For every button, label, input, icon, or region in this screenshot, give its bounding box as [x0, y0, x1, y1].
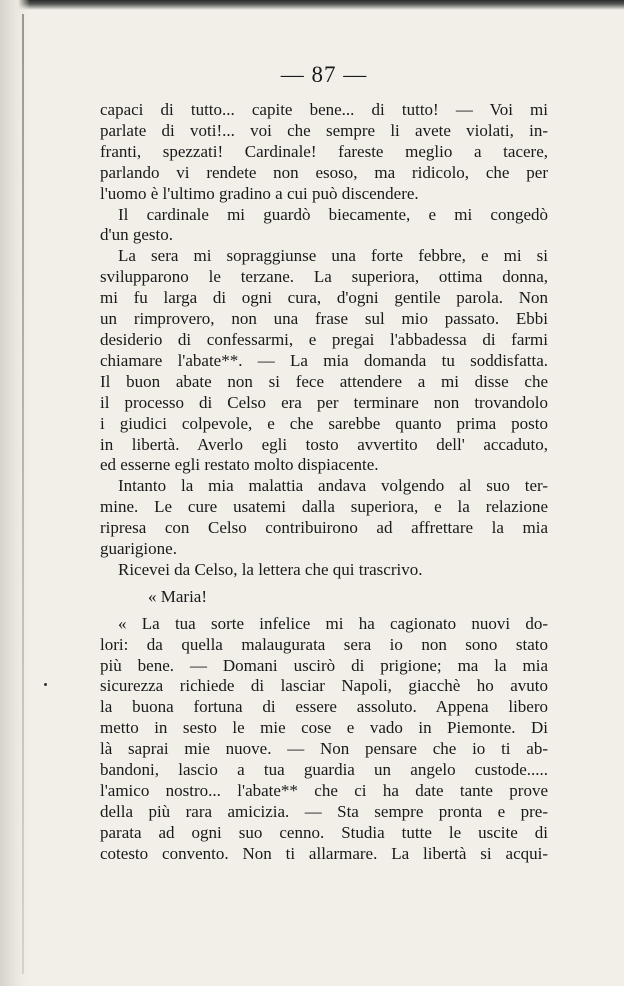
book-gutter: [0, 0, 30, 986]
text-line: franti, spezzati! Cardinale! fareste meglio a tacere,: [100, 141, 548, 161]
scan-top-edge: [0, 0, 624, 10]
text-line: la buona fortuna di essere assoluto. Appena libero: [100, 697, 548, 717]
text-line: ripresa con Celso contribuirono ad affrettare la mia: [100, 518, 548, 538]
text-line: svilupparono le terzane. La superiora, ottima donna,: [100, 267, 548, 287]
text-line: bandoni, lascio a tua guardia un angelo custode.....: [100, 760, 548, 780]
text-line: in libertà. Averlo egli tosto avvertito dell' accaduto,: [100, 434, 548, 454]
text-line: « La tua sorte infelice mi ha cagionato nuovi do-: [118, 613, 548, 633]
page-number: — 87 —: [280, 62, 368, 87]
ink-speck: [44, 683, 47, 686]
text-line: mi fu larga di ogni cura, d'ogni gentile parola. Non: [100, 288, 548, 308]
text-line: il processo di Celso era per terminare non trovandolo: [100, 392, 548, 412]
text-line: Intanto la mia malattia andava volgendo al suo ter-: [118, 476, 548, 496]
text-line: là saprai mie nuove. — Non pensare che io ti ab-: [100, 739, 548, 759]
text-line: Il buon abate non si fece attendere a mi disse che: [100, 371, 548, 391]
text-line: parlate di voti!... voi che sempre li avete violati, in-: [100, 120, 548, 140]
text-line: sicurezza richiede di lasciar Napoli, giacchè ho avuto: [100, 676, 548, 696]
text-line: desiderio di confessarmi, e pregai l'abbadessa di farmi: [100, 329, 548, 349]
gutter-fold-line: [22, 14, 24, 974]
text-line: lori: da quella malaugurata sera io non sono stato: [100, 634, 548, 654]
text-line: guarigione.: [100, 539, 177, 559]
text-line: chiamare l'abate**. — La mia domanda tu soddisfatta.: [100, 350, 548, 370]
text-line: ed esserne egli restato molto dispiacente.: [100, 455, 379, 475]
text-line: più bene. — Domani uscirò di prigione; ma la mia: [100, 655, 548, 675]
text-line: parlando vi rendete non esoso, ma ridicolo, che per: [100, 162, 548, 182]
text-line: mine. Le cure usatemi dalla superiora, e la relazione: [100, 497, 548, 517]
text-line: d'un gesto.: [100, 225, 173, 245]
text-line: metto in sesto le mie cose e vado in Piemonte. Di: [100, 718, 548, 738]
text-line: Ricevei da Celso, la lettera che qui trascrivo.: [118, 559, 423, 579]
text-line: parata ad ogni suo cenno. Studia tutte le uscite di: [100, 822, 548, 842]
text-line: capaci di tutto... capite bene... di tutto! — Voi mi: [100, 100, 548, 119]
body-text: [100, 100, 548, 865]
text-line: La sera mi sopraggiunse una forte febbre, e mi si: [118, 246, 548, 266]
book-page: [100, 60, 548, 865]
text-line: l'amico nostro... l'abate** che ci ha date tante prove: [100, 781, 548, 800]
text-line: cotesto convento. Non ti allarmare. La libertà si acqui-: [100, 843, 548, 863]
text-line: l'uomo è l'ultimo gradino a cui può discendere.: [100, 183, 419, 203]
text-line: Il cardinale mi guardò biecamente, e mi congedò: [118, 204, 548, 224]
letter-salutation: « Maria!: [148, 586, 208, 606]
text-line: della più rara amicizia. — Sta sempre pronta e pre-: [100, 801, 548, 821]
text-line: i giudici colpevole, e che sarebbe quanto prima posto: [100, 413, 548, 433]
text-line: un rimprovero, non una frase sul mio passato. Ebbi: [100, 309, 548, 329]
